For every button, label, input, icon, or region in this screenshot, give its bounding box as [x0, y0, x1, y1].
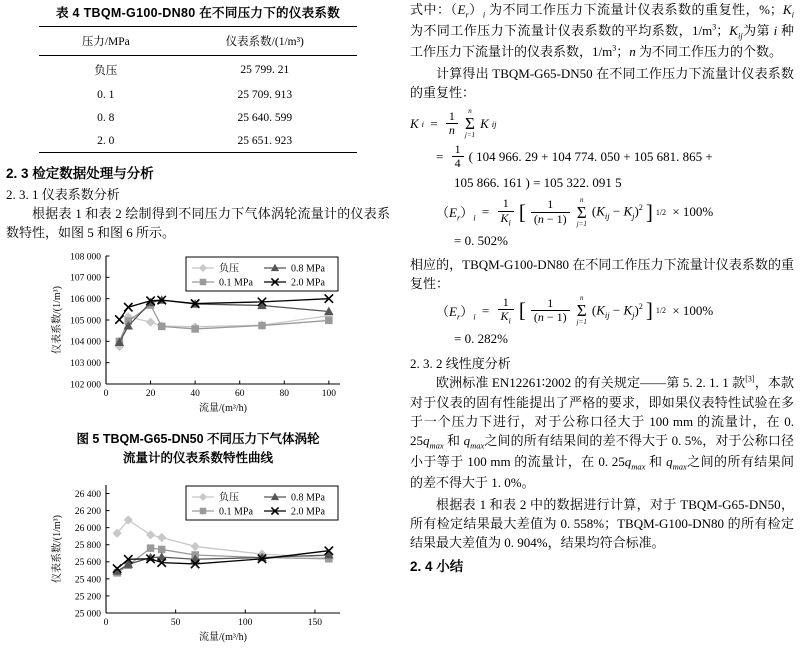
- sum-term: $(K_{ij} - K_j)^2$: [591, 203, 643, 222]
- formula-values-line2: 105 866. 161 ) = 105 322. 091 5: [454, 174, 622, 190]
- y-tick-label: 106 000: [70, 295, 101, 306]
- fraction-one-over-n-minus-1: [531, 198, 570, 226]
- formula-repeatability-g65-line: [410, 197, 794, 228]
- chart-fig5-svg: [48, 248, 348, 426]
- y-tick-label: 107 000: [70, 274, 101, 285]
- marker-cross: [115, 316, 123, 324]
- y-tick-label: 104 000: [70, 338, 101, 349]
- y-axis-title: 仪表系数/(1/m³): [52, 286, 63, 355]
- fraction-denominator-6: (n − 1): [531, 310, 570, 324]
- sigma-symbol: Σ: [465, 114, 475, 134]
- symbol-er-i-2: $(E_r)_i$: [436, 303, 476, 322]
- heading-2-3-1: 2. 3. 1 仪表系数分析: [6, 187, 120, 202]
- table-row: [39, 83, 357, 106]
- chart-fig5: [48, 248, 348, 426]
- y-tick-label: 25 800: [74, 540, 101, 551]
- legend-label: 负压: [219, 492, 239, 504]
- sigma-symbol-2: Σ: [576, 202, 587, 222]
- paragraph-fig-intro: 根据表 1 和表 2 绘制得到不同压力下气体涡轮流量计的仪表系数特性，如图 5 和图 6 所示。: [6, 206, 390, 241]
- bracket-close-2: ]: [645, 298, 653, 323]
- x-axis-title: 流量/(m³/h): [199, 403, 247, 415]
- result-value-g65: = 0. 502%: [454, 232, 508, 248]
- legend-label: 0.8 MPa: [291, 263, 325, 275]
- symbol-er-i: $(E_r)_i$: [436, 205, 476, 223]
- marker-square: [192, 326, 199, 333]
- table4-head: [39, 27, 357, 56]
- y-tick-label: 103 000: [70, 359, 101, 370]
- y-tick-label: 102 000: [70, 380, 101, 391]
- x-tick-label: 40: [190, 389, 200, 400]
- table-row: [39, 56, 357, 84]
- chart-fig6: [48, 477, 348, 655]
- marker-square: [158, 323, 165, 330]
- y-axis-title: 仪表系数/(1/m³): [52, 514, 63, 583]
- sigma-symbol-3: Σ: [576, 301, 587, 321]
- equals-sign-3: =: [478, 204, 493, 220]
- y-tick-label: 26 400: [74, 489, 101, 500]
- symbol-kij: K: [480, 115, 489, 131]
- marker-square: [325, 317, 332, 324]
- cell-pressure: 0. 8: [97, 111, 115, 124]
- table-row: [39, 129, 357, 153]
- formula-repeatability-g65: [410, 197, 794, 249]
- series-3: [113, 546, 333, 572]
- x-tick-label: 100: [238, 617, 253, 628]
- legend-label: 2.0 MPa: [291, 506, 325, 518]
- times-100-percent: × 100%: [669, 204, 714, 220]
- exponent-one-half: 1/2: [655, 207, 667, 217]
- equals-sign-2: =: [436, 148, 447, 164]
- legend-label: 0.1 MPa: [219, 506, 253, 518]
- sigma-operator-3: [577, 295, 587, 326]
- formula-repeatability-g100-line: [410, 295, 794, 326]
- x-tick-label: 100: [321, 389, 336, 400]
- table4-title: 表 4 TBQM-G100-DN80 在不同压力下的仪表系数: [55, 6, 341, 20]
- fraction-denominator-5: $K_i$: [498, 309, 514, 326]
- formula-mean-ki: [410, 108, 794, 191]
- sigma-upper-limit: n: [468, 107, 472, 116]
- figure-5-caption-line2: 流量计的仪表系数特性曲线: [122, 450, 273, 465]
- sigma-operator: [465, 108, 475, 139]
- paragraph-symbol-definitions: 式中：$(E_r)_i$ 为不同工作压力下流量计仪表系数的重复性，%；$K_i$ 为不同工作压力下流量计仪表系数的平均系数，$1/m^3$；$K_{ij}$为第 i 种工作压力下流量计的仪表系数，$1/m^3$；n 为不同工作压力的个数。: [410, 2, 794, 60]
- marker-diamond: [146, 530, 154, 538]
- chart-fig6-svg: [48, 477, 348, 655]
- legend-label: 0.8 MPa: [291, 492, 325, 504]
- formula-result-g100: [410, 331, 794, 347]
- x-tick-label: 0: [103, 389, 109, 400]
- sigma-lower-limit-2: j=1: [576, 219, 587, 228]
- equals-sign-4: =: [478, 302, 493, 318]
- fraction-one-over-four: [452, 143, 464, 171]
- right-column: [404, 0, 800, 666]
- figure-6: [0, 477, 396, 655]
- result-value-g100: = 0. 282%: [454, 331, 508, 347]
- sigma-upper-limit-2: n: [580, 195, 584, 204]
- fraction-denominator-2: 4: [452, 156, 464, 170]
- fraction-denominator-4: (n − 1): [531, 212, 570, 226]
- fraction-one-over-ki: [498, 197, 514, 227]
- exponent-one-half-2: 1/2: [655, 306, 667, 316]
- fraction-numerator-3: 1: [502, 196, 509, 211]
- y-tick-label: 26 200: [74, 506, 101, 517]
- x-tick-label: 50: [170, 617, 181, 628]
- marker-square: [200, 508, 206, 514]
- paragraph-calc-intro-g65: 计算得出 TBQM-G65-DN50 在不同工作压力下流量计仪表系数的重复性：: [410, 65, 794, 100]
- sigma-lower-limit: j=1: [464, 131, 476, 140]
- marker-diamond: [158, 533, 166, 541]
- y-tick-label: 25 200: [74, 592, 101, 603]
- x-tick-label: 80: [279, 389, 290, 400]
- times-100-percent-2: × 100%: [669, 302, 714, 318]
- table-row: [39, 106, 357, 129]
- sigma-operator-2: [577, 197, 587, 228]
- cell-coefficient: 25 640. 599: [237, 111, 293, 124]
- fraction-one-over-n-minus-1-2: [531, 297, 570, 325]
- paragraph-en-standard: 欧洲标准 EN12261∶2002 的有关规定——第 5. 2. 1. 1 款[3]，本款对于仪表的固有性能提出了严格的要求，即如果仪表特性试验在多于一个压力下进行，对于公称口径大于 100 mm 的流量计，在 0. $25q_{max}$ 和 $q_{max}$之间的所有结果间的差不得大于 0. 5%，对于公称口径小于等于 100 mm 的流量计，在 0. $25q_{max}$ 和 $q_{max}$之间的所有结果间的差不得大于 1. 0%。: [410, 375, 794, 491]
- y-tick-label: 25 400: [74, 574, 101, 585]
- fraction-denominator-3: $K_i$: [498, 211, 514, 228]
- cell-pressure: 负压: [94, 64, 118, 77]
- table4-col-pressure: 压力/MPa: [39, 27, 173, 56]
- x-axis-title: 流量/(m³/h): [199, 631, 247, 643]
- marker-square: [259, 323, 266, 330]
- y-tick-label: 105 000: [70, 316, 101, 327]
- x-tick-label: 0: [103, 617, 109, 628]
- x-tick-label: 150: [307, 617, 323, 628]
- fraction-numerator-6: 1: [547, 295, 554, 310]
- y-tick-label: 108 000: [70, 252, 101, 263]
- cell-coefficient: 25 709. 913: [237, 88, 293, 101]
- formula-repeatability-g100: [410, 295, 794, 347]
- fraction-denominator: n: [446, 123, 458, 137]
- cell-coefficient: 25 651. 923: [173, 129, 357, 153]
- fraction-numerator: 1: [448, 108, 455, 123]
- cell-pressure: 0. 1: [97, 88, 115, 101]
- formula-result-g65: [410, 233, 794, 249]
- y-tick-label: 25 600: [74, 557, 101, 568]
- fraction-numerator-2: 1: [454, 142, 461, 157]
- y-tick-label: 25 000: [74, 609, 101, 620]
- bracket-open: [: [518, 199, 526, 224]
- cell-pressure: 2. 0: [39, 129, 173, 153]
- bracket-close: ]: [645, 199, 653, 224]
- formula-values-line1: ( 104 966. 29 + 104 774. 050 + 105 681. 865 +: [468, 148, 713, 164]
- marker-square: [147, 544, 154, 551]
- figure-5-caption: [0, 430, 396, 466]
- left-column: [0, 0, 396, 666]
- marker-cross: [124, 303, 132, 311]
- legend-label: 0.1 MPa: [219, 277, 253, 289]
- heading-2-3: 2. 3 检定数据处理与分析: [6, 166, 154, 181]
- x-tick-label: 20: [145, 389, 156, 400]
- series-0: [115, 312, 333, 351]
- table4-body: [39, 56, 357, 153]
- sum-term-2: $(K_{ij} - K_j)^2$: [591, 301, 643, 320]
- legend-label: 2.0 MPa: [291, 277, 325, 289]
- table4-header-row: [39, 27, 357, 56]
- paragraph-linearity-result: 根据表 1 和表 2 中的数据进行计算，对于 TBQM-G65-DN50，所有检定结果最大差值为 0. 558%；TBQM-G100-DN80 的所有检定结果最大差值为 0. 904%，结果均符合标准。: [410, 496, 794, 551]
- marker-diamond: [146, 318, 154, 326]
- series-line: [117, 520, 329, 558]
- y-tick-label: 26 000: [74, 523, 101, 534]
- fraction-numerator-4: 1: [547, 197, 554, 212]
- marker-square: [200, 280, 206, 286]
- table4-col-coefficient: 仪表系数/(1/m³): [173, 27, 357, 56]
- sigma-lower-limit-3: j=1: [576, 318, 587, 327]
- marker-square: [158, 546, 165, 553]
- marker-diamond: [191, 542, 199, 550]
- paragraph-calc-intro-g100: 相应的，TBQM-G100-DN80 在不同工作压力下流量计仪表系数的重复性：: [410, 256, 794, 292]
- symbol-ki: K: [410, 115, 419, 131]
- x-tick-label: 60: [234, 389, 245, 400]
- formula-mean-ki-line1: K i = $\frac{1}{n}$ n Σ j=1 K ij: [410, 107, 497, 140]
- bracket-open-2: [: [518, 298, 526, 323]
- equals-sign: =: [427, 115, 441, 131]
- legend-label: 负压: [219, 263, 239, 275]
- fraction-one-over-ki-2: [498, 296, 514, 326]
- sigma-upper-limit-3: n: [580, 294, 584, 303]
- fraction-numerator-5: 1: [502, 294, 509, 309]
- table4: [39, 26, 357, 153]
- formula-mean-ki-line2: [410, 143, 794, 171]
- fraction-one-over-n: [446, 110, 458, 138]
- heading-2-3-2: 2. 3. 2 线性度分析: [410, 356, 511, 372]
- figure-5-caption-line1: 图 5 TBQM-G65-DN50 不同压力下气体涡轮: [76, 432, 320, 447]
- heading-2-4: 2. 4 小结: [410, 559, 464, 575]
- cell-coefficient: 25 799. 21: [240, 63, 290, 76]
- formula-mean-ki-line3: [410, 175, 794, 191]
- figure-5: [0, 248, 396, 466]
